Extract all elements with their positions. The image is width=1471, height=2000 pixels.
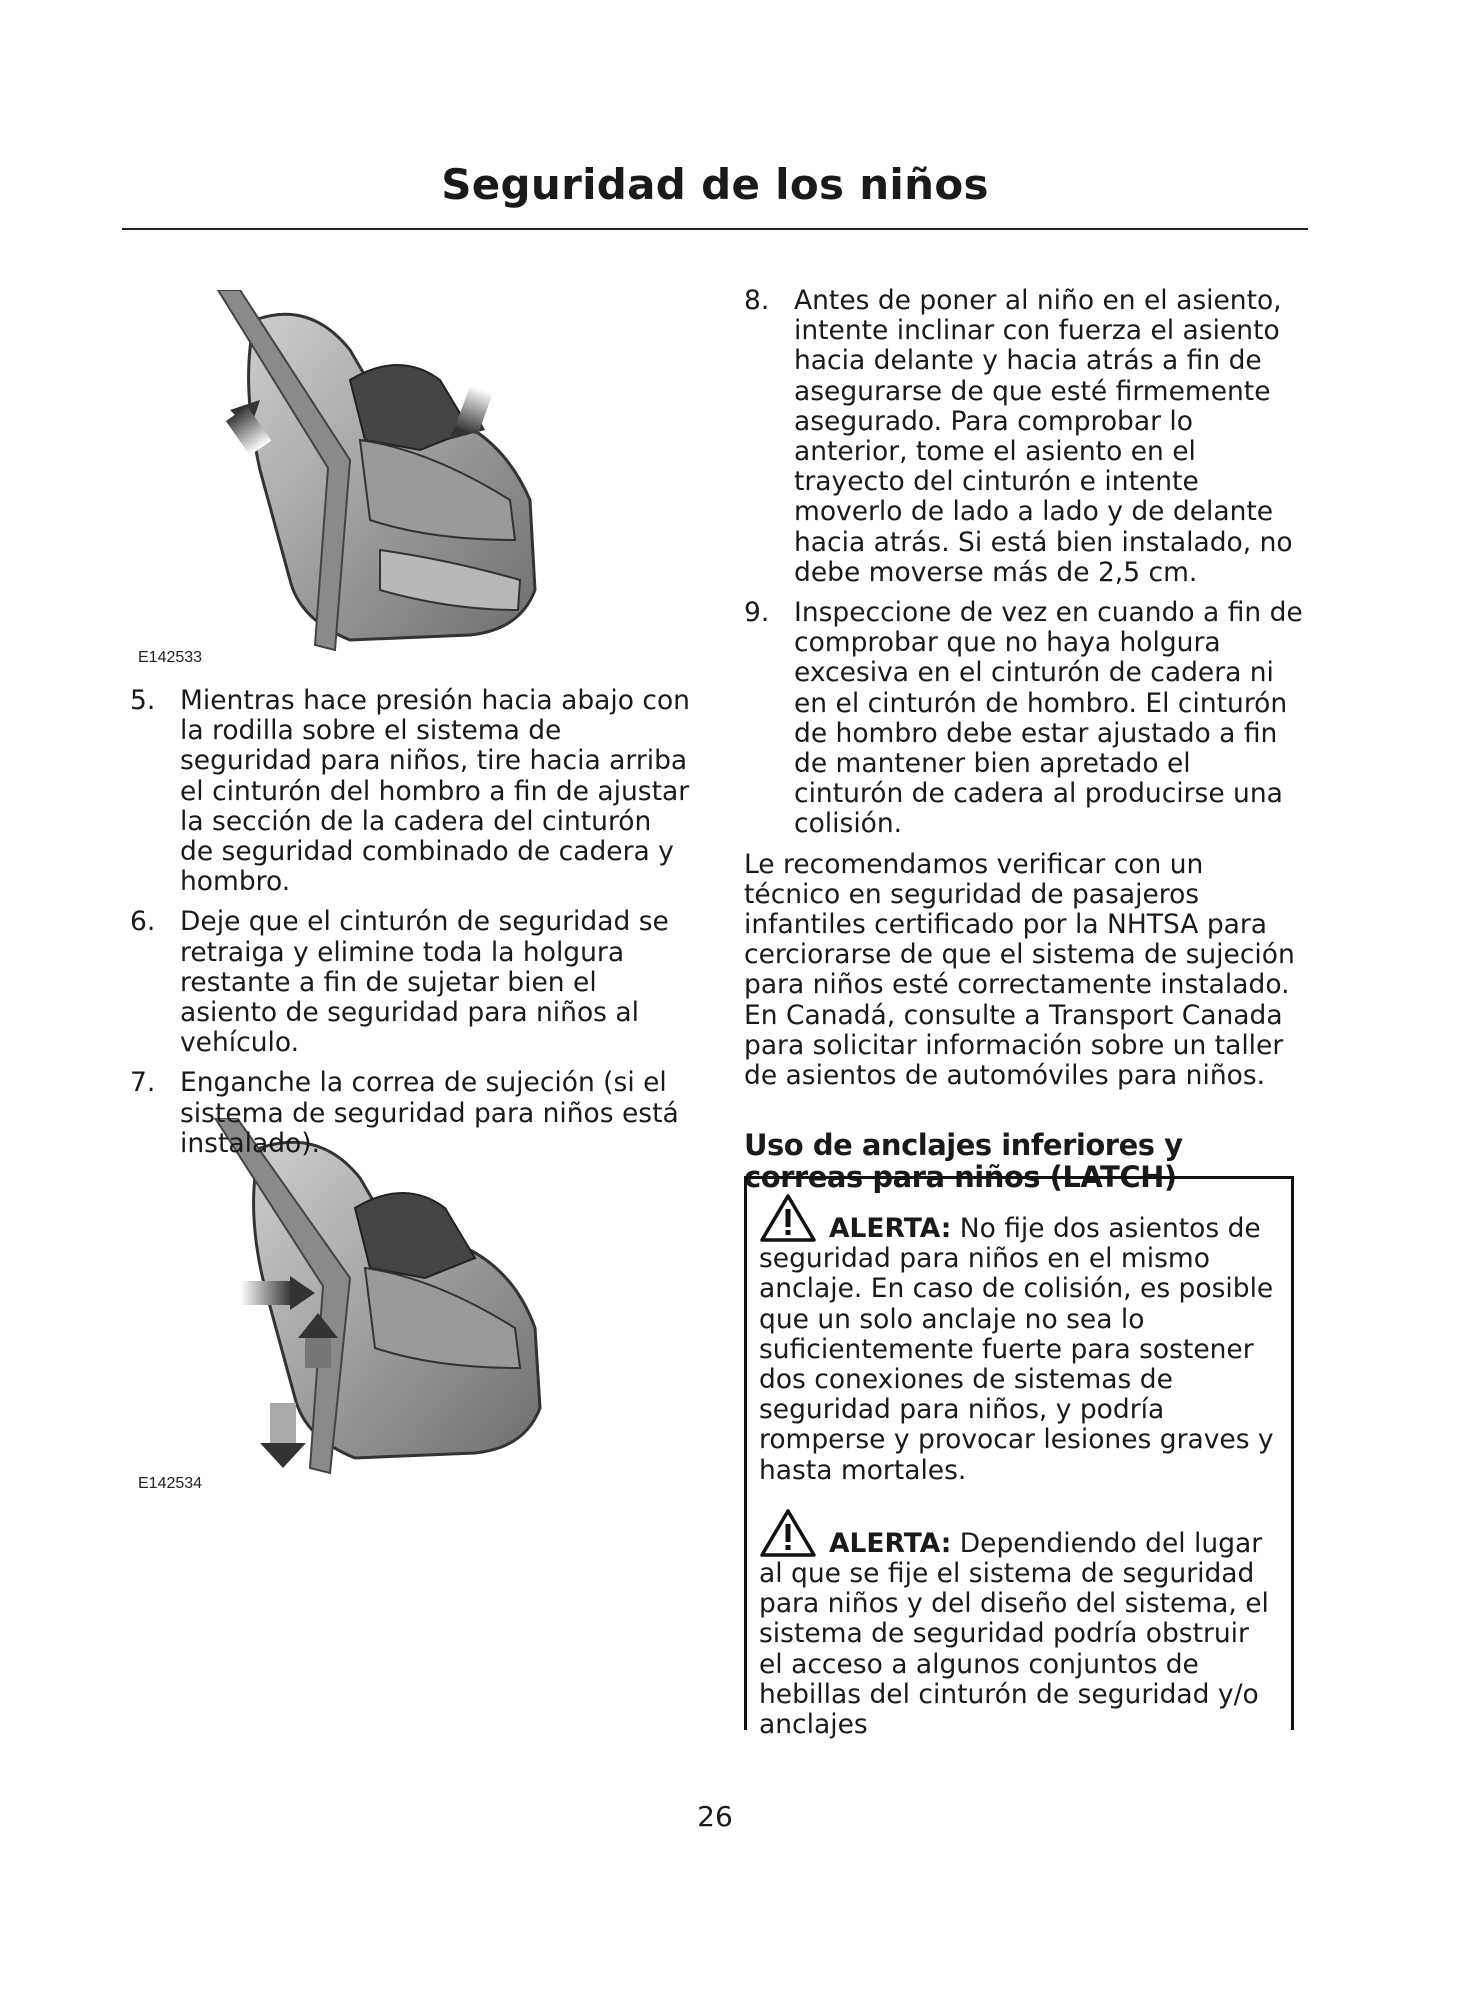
child-seat-tether-hook-illustration	[210, 1118, 560, 1478]
list-item	[130, 1068, 690, 1159]
warning-triangle-icon	[759, 1193, 817, 1243]
step-text: Enganche la correa de sujeción (si el sistema de seguridad para niños está instalado).	[180, 1067, 679, 1159]
step-number: 8.	[744, 285, 770, 316]
figure-caption: E142534	[138, 1475, 203, 1492]
figure-caption: E142533	[138, 649, 203, 666]
alert-text: Dependiendo del lugar al que se fije el sistema de seguridad para niños y del diseño del sistema, el sistema de seguridad podría obstruir el acceso a algunos conjuntos de hebillas del cinturón de seguridad y/o anclajes	[759, 1527, 1269, 1741]
list-item	[744, 598, 1304, 840]
step-text: Inspeccione de vez en cuando a fin de comprobar que no haya holgura excesiva en el cinturón de cadera ni en el cinturón de hombro. El cinturón de hombro debe estar ajustado a fin de mantener bien apretado el cinturón de cadera al producirse una colisión.	[794, 597, 1303, 840]
step-text: Deje que el cinturón de seguridad se retraiga y elimine toda la holgura restante a fin de sujetar bien el asiento de seguridad para niños al vehículo.	[180, 906, 669, 1059]
warning-triangle-icon	[759, 1508, 817, 1558]
title-divider	[122, 228, 1308, 230]
step-text: Mientras hace presión hacia abajo con la rodilla sobre el sistema de seguridad para niños, tire hacia arriba el cinturón del hombro a fin de ajustar la sección de la cadera del cinturón de seguridad combinado de cadera y hombro.	[180, 685, 690, 898]
step-number: 6.	[130, 906, 156, 938]
list-item	[744, 286, 1304, 588]
page-number: 26	[697, 1800, 733, 1833]
alert-text: No fije dos asientos de seguridad para niños en el mismo anclaje. En caso de colisión, es posible que un solo anclaje no sea lo suficientemente fuerte para sostener dos conexiones de sistemas de seguridad para niños, y podría romperse y provocar lesiones graves y hasta mortales.	[759, 1213, 1274, 1486]
list-item	[130, 686, 690, 897]
step-number: 9.	[744, 597, 770, 629]
step-number: 7.	[130, 1067, 156, 1099]
list-item	[130, 907, 690, 1058]
left-column	[130, 686, 690, 1169]
warning-box	[744, 1176, 1294, 1741]
alert-item	[759, 1193, 1281, 1486]
alert-label: ALERTA:	[829, 1527, 952, 1559]
step-text: Antes de poner al niño en el asiento, intente inclinar con fuerza el asiento hacia delante y hacia atrás a fin de asegurarse de que esté firmemente asegurado. Para comprobar lo anterior, tome el asiento en el trayecto del cinturón e intente moverlo de lado a lado y de delante hacia atrás. Si está bien instalado, no debe moverse más de 2,5 cm.	[794, 285, 1293, 588]
alert-item	[759, 1508, 1281, 1740]
step-number: 5.	[130, 685, 156, 716]
recommendation-paragraph: Le recomendamos verificar con un técnico en seguridad de pasajeros infantiles certificado por la NHTSA para cerciorarse de que el sistema de sujeción para niños esté correctamente instalado. En Canadá, consulte a Transport Canada para solicitar información sobre un taller de asientos de automóviles para niños.	[744, 848, 1295, 1092]
child-seat-belt-tighten-illustration	[200, 290, 560, 660]
right-column	[744, 286, 1304, 1193]
page-title: Seguridad de los niños	[441, 160, 989, 209]
alert-label: ALERTA:	[829, 1213, 952, 1244]
section-heading: Uso de anclajes inferiores y correas para niños (LATCH)	[744, 1128, 1183, 1195]
